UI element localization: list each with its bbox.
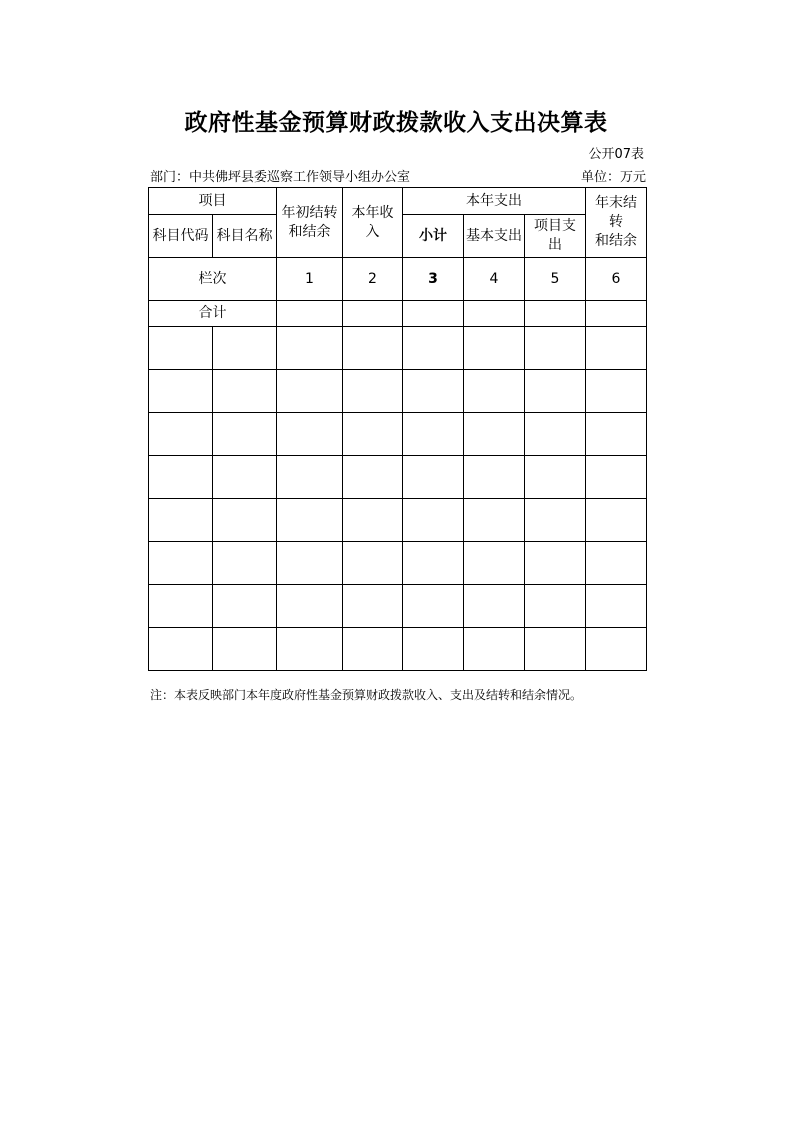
total-cell [343, 301, 403, 327]
total-label: 合计 [149, 301, 277, 327]
table-cell [586, 585, 647, 628]
table-cell [403, 542, 464, 585]
table-cell [277, 456, 343, 499]
header-current-income: 本年收入 [343, 188, 403, 258]
header-subject-code: 科目代码 [149, 215, 213, 258]
header-ending-balance [586, 188, 647, 258]
table-cell [213, 456, 277, 499]
table-cell [343, 499, 403, 542]
column-index-6: 6 [586, 258, 647, 301]
total-cell [277, 301, 343, 327]
table-cell [213, 628, 277, 671]
table-row [149, 628, 647, 671]
table-cell [343, 456, 403, 499]
table-cell [149, 327, 213, 370]
department-label: 部门：中共佛坪县委巡察工作领导小组办公室 [150, 170, 411, 185]
page-title: 政府性基金预算财政拨款收入支出决算表 [184, 110, 608, 136]
table-cell [403, 456, 464, 499]
table-cell [213, 499, 277, 542]
table-cell [343, 327, 403, 370]
table-cell [277, 628, 343, 671]
budget-table [148, 187, 647, 671]
table-cell [403, 499, 464, 542]
table-cell [277, 327, 343, 370]
header-opening-balance: 年初结转和结余 [277, 188, 343, 258]
table-cell [277, 585, 343, 628]
table-cell [586, 370, 647, 413]
table-cell [586, 327, 647, 370]
table-cell [464, 413, 525, 456]
table-cell [277, 499, 343, 542]
table-row [149, 585, 647, 628]
total-cell [464, 301, 525, 327]
table-cell [464, 456, 525, 499]
table-cell [525, 542, 586, 585]
total-cell [525, 301, 586, 327]
table-cell [149, 456, 213, 499]
table-row [149, 456, 647, 499]
table-cell [343, 628, 403, 671]
table-row [149, 370, 647, 413]
table-cell [586, 456, 647, 499]
table-row [149, 327, 647, 370]
table-cell [525, 585, 586, 628]
table-cell [213, 542, 277, 585]
column-index-4: 4 [464, 258, 525, 301]
table-cell [403, 327, 464, 370]
header-subject-name: 科目名称 [213, 215, 277, 258]
table-cell [525, 370, 586, 413]
header-basic-expense: 基本支出 [464, 215, 525, 258]
footnote: 注：本表反映部门本年度政府性基金预算财政拨款收入、支出及结转和结余情况。 [150, 688, 583, 702]
table-cell [403, 370, 464, 413]
table-cell [277, 370, 343, 413]
column-index-2: 2 [343, 258, 403, 301]
column-index-label: 栏次 [149, 258, 277, 301]
unit-label: 单位：万元 [580, 170, 646, 185]
table-cell [464, 585, 525, 628]
header-subtotal: 小计 [403, 215, 464, 258]
table-cell [464, 499, 525, 542]
header-project: 项目 [149, 188, 277, 215]
table-cell [586, 413, 647, 456]
table-cell [464, 542, 525, 585]
table-cell [149, 499, 213, 542]
table-cell [277, 542, 343, 585]
table-cell [586, 542, 647, 585]
table-cell [586, 628, 647, 671]
table-cell [464, 327, 525, 370]
table-cell [343, 585, 403, 628]
table-cell [464, 628, 525, 671]
total-cell [586, 301, 647, 327]
table-row [149, 499, 647, 542]
table-cell [525, 499, 586, 542]
table-cell [586, 499, 647, 542]
table-row [149, 542, 647, 585]
header-current-expense: 本年支出 [403, 188, 586, 215]
table-cell [403, 628, 464, 671]
column-index-1: 1 [277, 258, 343, 301]
table-cell [343, 413, 403, 456]
table-cell [213, 413, 277, 456]
table-cell [213, 327, 277, 370]
table-cell [464, 370, 525, 413]
total-cell [403, 301, 464, 327]
table-cell [343, 542, 403, 585]
table-cell [525, 628, 586, 671]
table-cell [403, 413, 464, 456]
table-row [149, 413, 647, 456]
table-cell [149, 413, 213, 456]
table-cell [403, 585, 464, 628]
table-cell [149, 370, 213, 413]
form-number: 公开07表 [588, 147, 644, 162]
table-cell [525, 327, 586, 370]
table-cell [149, 585, 213, 628]
table-cell [525, 413, 586, 456]
table-cell [343, 370, 403, 413]
header-ending-balance-line1: 年末结转 [595, 195, 637, 230]
column-index-5: 5 [525, 258, 586, 301]
table-cell [525, 456, 586, 499]
header-project-expense: 项目支出 [525, 215, 586, 258]
table-cell [213, 585, 277, 628]
header-ending-balance-line2: 和结余 [595, 233, 637, 249]
table-cell [149, 628, 213, 671]
table-cell [213, 370, 277, 413]
table-cell [277, 413, 343, 456]
table-cell [149, 542, 213, 585]
column-index-3: 3 [403, 258, 464, 301]
